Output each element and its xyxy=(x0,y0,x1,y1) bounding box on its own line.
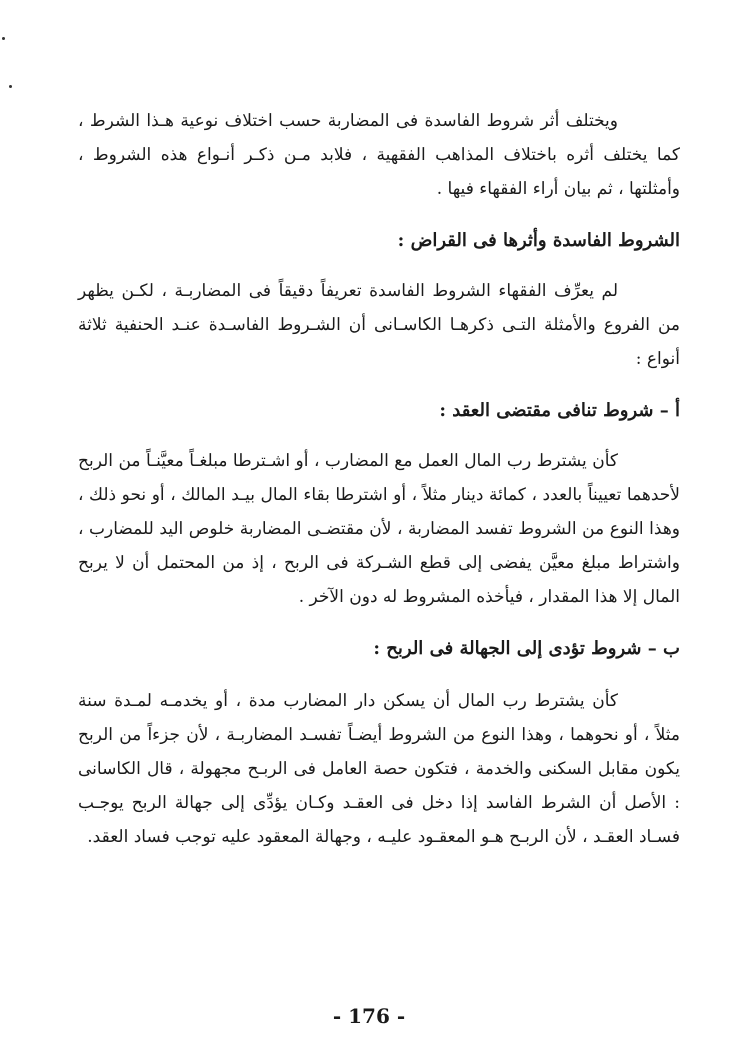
paragraph-4-text: كأن يشترط رب المال أن يسكن دار المضارب مدة ، أو يخدمـه لمـدة سنة مثلاً ، أو نحوهما ، وهذا النوع من الشروط أيضـاً تفسـد المضاربـة ، لأن جزءاً من الربح يكون مقابل السكنى والخدمة ، فتكون حصة العامل فى الربـح مجهولة ، قال الكاسانى : الأصل أن الشرط الفاسد إذا دخل فى العقـد وكـان يؤدِّى إلى جهالة الربح يوجـب فسـاد العقـد ، لأن الربـح هـو المعقـود عليـه ، وجهالة المعقود عليه توجب فساد العقد. xyxy=(78,691,680,847)
page-number: - 176 - xyxy=(332,1004,406,1028)
margin-mark-upper xyxy=(9,85,12,88)
subheading-a: أ – شروط تنافى مقتضى العقد : xyxy=(439,400,680,421)
subheading-b: ب – شروط تؤدى إلى الجهالة فى الربح : xyxy=(373,638,680,659)
paragraph-4 xyxy=(78,684,680,854)
paragraph-1-text: ويختلف أثر شروط الفاسدة فى المضاربة حسب اختلاف نوعية هـذا الشرط ، كما يختلف أثره باختلاف المذاهب الفقهية ، فلابد مـن ذكـر أنـواع هذه الشروط ، وأمثلتها ، ثم بيان أراء الفقهاء فيها . xyxy=(78,111,680,199)
document-page xyxy=(78,104,680,854)
paragraph-3 xyxy=(78,444,680,614)
paragraph-1 xyxy=(78,104,680,206)
section-heading-fasida-conditions: الشروط الفاسدة وأثرها فى القراض : xyxy=(397,230,680,251)
paragraph-2 xyxy=(78,274,680,376)
margin-mark-top xyxy=(2,37,5,40)
paragraph-3-text: كأن يشترط رب المال العمل مع المضارب ، أو اشـترطا مبلغـاً معيَّنـاً من الربح لأحدهما تعييناً بالعدد ، كمائة دينار مثلاً ، أو اشترطا بقاء المال بيـد المالك ، أو نحو ذلك ، وهذا النوع من الشروط تفسد المضاربة ، لأن مقتضـى المضاربة خلوص اليد للمضارب ، واشتراط مبلغ معيَّن يفضى إلى قطع الشـركة فى الربح ، إذ من المحتمل أن لا يربح المال إلا هذا المقدار ، فيأخذه المشروط له دون الآخر . xyxy=(78,451,680,607)
paragraph-2-text: لم يعرِّف الفقهاء الشروط الفاسدة تعريفاً دقيقاً فى المضاربـة ، لكـن يظهر من الفروع والأمثلة التـى ذكرهـا الكاسـانى أن الشـروط الفاسـدة عنـد الحنفية ثلاثة أنواع : xyxy=(78,281,680,369)
